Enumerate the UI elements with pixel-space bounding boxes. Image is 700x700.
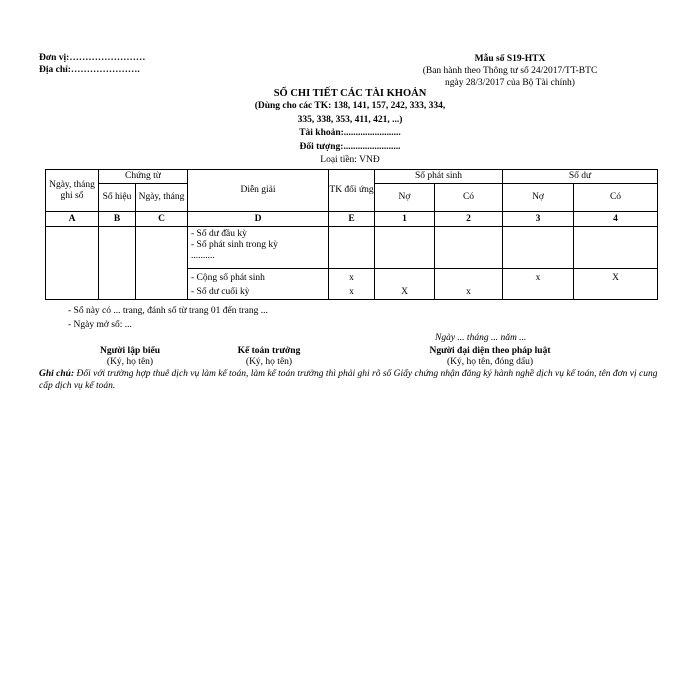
- unit-name: Đơn vị:……………………: [39, 53, 146, 63]
- mark: x: [349, 287, 354, 297]
- currency-line: Loại tiền: VNĐ: [320, 155, 380, 166]
- cell-no1: [375, 227, 435, 269]
- desc-line: - Cộng số phát sinh: [191, 273, 265, 283]
- date-line: Ngày ... tháng ... năm ...: [435, 333, 527, 343]
- issued-line-2: ngày 28/3/2017 của Bộ Tài chính): [445, 78, 575, 88]
- signer-title: Người lập biểu: [99, 346, 161, 356]
- cell-co1: [435, 269, 503, 300]
- title-sub-2: 335, 338, 353, 411, 421, ...): [297, 114, 403, 125]
- signer-note: (Ký, họ tên, đóng dấu): [446, 357, 533, 367]
- header-ngay-ghi-so: Ngày, tháng ghi sổ: [46, 170, 99, 212]
- header-dien-giai: Diễn giải: [188, 170, 329, 212]
- signer-note: (Ký, họ tên): [106, 357, 154, 367]
- header-so-hieu: Số hiệu: [99, 184, 136, 212]
- mark: X: [401, 287, 408, 297]
- cell-ngay-thang: [136, 227, 188, 300]
- cell-no2: [503, 269, 574, 300]
- page-title: SỔ CHI TIẾT CÁC TÀI KHOẢN: [273, 88, 427, 99]
- cell-dien-giai-bottom: [188, 269, 329, 300]
- header-chung-tu: Chứng từ: [99, 170, 188, 184]
- desc-line: ..........: [191, 251, 215, 261]
- title-sub-1: (Dùng cho các TK: 138, 141, 157, 242, 333, 334,: [254, 101, 446, 112]
- mark: x: [349, 273, 354, 283]
- cell-co2: [574, 269, 658, 300]
- code-cell: 1: [375, 212, 435, 227]
- code-cell: E: [329, 212, 375, 227]
- object-line: Đối tượng:........................: [299, 141, 401, 152]
- desc-line: - Số phát sinh trong kỳ: [191, 240, 278, 250]
- title-block: [200, 87, 500, 167]
- note-text: Đối với trường hợp thuê dịch vụ làm kế toán, làm kế toán trưởng thì phải ghi rõ số Giấy chứng nhận đăng ký hành nghề dịch vụ kế toán, tên đơn vị cung cấp dịch vụ kế toán.: [39, 369, 658, 391]
- code-cell: 2: [435, 212, 503, 227]
- code-cell: 3: [503, 212, 574, 227]
- header-co-so-du: Có: [574, 184, 658, 212]
- cell-no1: [375, 269, 435, 300]
- code-cell: D: [188, 212, 329, 227]
- cell-dien-giai-top: [188, 227, 329, 269]
- signer-title: Kế toán trưởng: [237, 346, 301, 356]
- unit-address: Địa chỉ:………………….: [39, 65, 140, 75]
- footnote: [39, 369, 667, 392]
- signer-legal-rep: [405, 346, 575, 368]
- desc-line: - Số dư đầu kỳ: [191, 229, 247, 239]
- account-line: Tài khoản:........................: [299, 128, 401, 139]
- mark: X: [612, 273, 619, 283]
- ledger-table: [45, 169, 658, 300]
- code-cell: A: [46, 212, 99, 227]
- code-cell: 4: [574, 212, 658, 227]
- cell-tk: [329, 269, 375, 300]
- cell-co2: [574, 227, 658, 269]
- signer-note: (Ký, họ tên): [245, 357, 293, 367]
- desc-line: - Số dư cuối kỳ: [191, 287, 250, 297]
- header-ngay-thang: Ngày, tháng: [136, 184, 188, 212]
- mark: x: [535, 273, 541, 283]
- cell-tk: [329, 227, 375, 269]
- header-tk-doi-ung: TK đối ứng: [329, 170, 375, 212]
- header-so-phat-sinh: Số phát sinh: [375, 170, 503, 184]
- cell-co1: [435, 227, 503, 269]
- note-label: Ghi chú:: [39, 369, 75, 379]
- mark: x: [466, 287, 471, 297]
- cell-so-hieu: [99, 227, 136, 300]
- signer-title: Người đại diện theo pháp luật: [429, 346, 551, 356]
- cell-ngay: [46, 227, 99, 300]
- code-cell: B: [99, 212, 136, 227]
- code-row: [46, 212, 658, 227]
- signer-preparer: [80, 346, 180, 368]
- header-no-so-du: Nợ: [503, 184, 574, 212]
- issued-line-1: (Ban hành theo Thông tư số 24/2017/TT-BTC: [422, 66, 598, 76]
- header-no-phat-sinh: Nợ: [375, 184, 435, 212]
- pages-line: - Sổ này có ... trang, đánh số từ trang 01 đến trang ...: [68, 306, 268, 316]
- signer-chief-accountant: [214, 346, 324, 368]
- header-so-du: Số dư: [503, 170, 658, 184]
- open-date-line: - Ngày mở sổ: ...: [68, 320, 132, 330]
- form-code: Mẫu số S19-HTX: [474, 54, 546, 64]
- form-code-block: [380, 53, 640, 89]
- code-cell: C: [136, 212, 188, 227]
- header-co-phat-sinh: Có: [435, 184, 503, 212]
- table-row: [46, 227, 658, 269]
- cell-no2: [503, 227, 574, 269]
